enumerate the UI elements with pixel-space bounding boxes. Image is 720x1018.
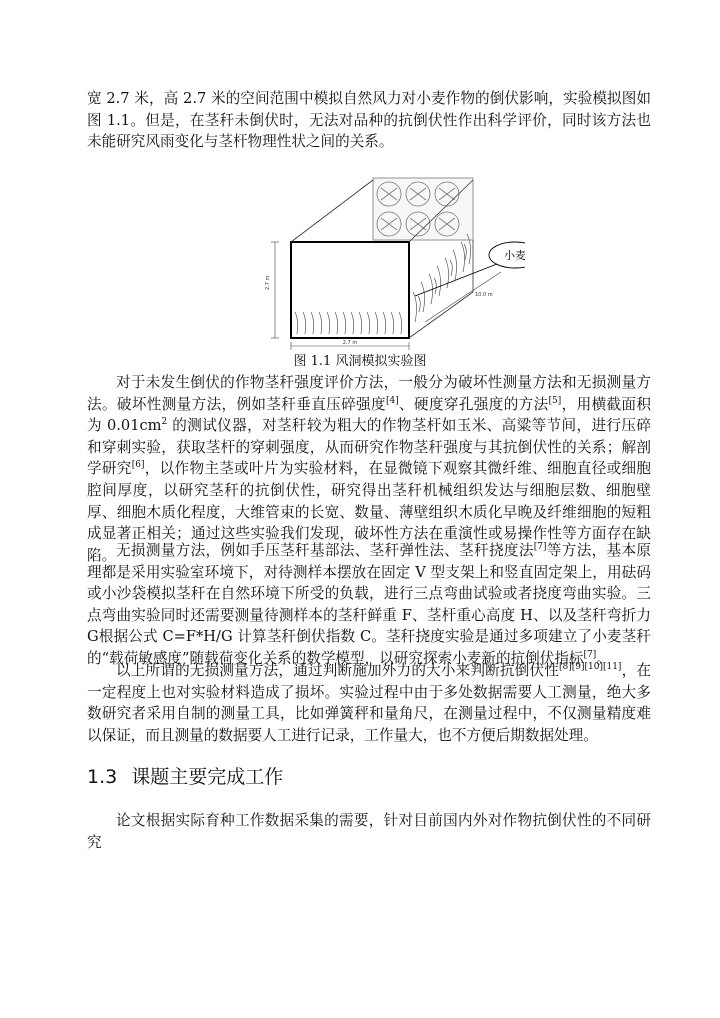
citation-5: [5] [548,395,562,406]
figure-caption: 图 1.1 风洞模拟实验图 [293,354,427,369]
wheat-plants [295,234,471,334]
wind-tunnel-diagram [265,172,525,352]
section-title: 课题主要完成工作 [131,766,284,788]
dim-width: 2.7 m [342,340,358,346]
citation-8-11: [8][9][10][11] [559,662,622,672]
wind-tunnel-figure [265,172,525,352]
paragraph-destructive-methods: 对于未发生倒伏的作物茎秆强度评价方法，一般分为破坏性测量方法和无损测量方法。破坏性测量方法，例如茎秆垂直压碎强度[4]、硬度穿孔强度的方法[5]，用横截面积为 $0.01cm^2$ 的测试仪器，对茎秆较为粗大的作物茎杆如玉米、高粱等节间，进行压碎和穿刺实验，获取茎杆的穿刺强度，从而研究作物茎秆强度与其抗倒伏性的关系；解剖学研究[6]，以作物主茎或叶片为实验材料，在显微镜下观察其微纤维、细胞直径或细胞腔间厚度，以研究茎秆的抗倒伏性，研究得出茎秆机械组织发达与细胞层数、细胞壁厚、细胞木质化程度，大维管束的长宽、数量、薄壁组织木质化早晚及纤维细胞的短粗成显著正相关；通过这些实验我们发现，破坏性方法在重演性或易操作性等方面存在缺陷。 [87,374,651,564]
citation-7a: [7] [533,542,547,552]
tunnel-front-frame [291,242,409,338]
superscript-square: 2 [161,417,168,428]
wheat-callout-label: 小麦 [504,249,525,262]
fan-array [373,178,473,240]
paragraph-nondestructive-methods: 无损测量方法，例如手压茎秆基部法、茎秆弹性法、茎秆挠度法[7]等方法，基本原理都是采用实验室环境下，对待测样本摆放在固定 V 型支架上和竖直固定架上，用砝码或小沙袋模拟茎秆在自然环境下所受的负载，进行三点弯曲试验或者挠度弯曲实验。三点弯曲实验同时还需要测量待测样本的茎秆鲜重 F、茎杆重心高度 H、以及茎秆弯折力 G根据公式 C=F*H/G 计算茎秆倒伏指数 C。茎秆挠度实验是通过多项建立了小麦茎秆的“载荷敏感度”随载荷变化关系的数学模型，以研究探索小麦新的抗倒伏指标[7]。 [87,542,651,667]
section-heading [87,762,283,789]
citation-6: [6] [131,460,145,471]
paragraph-intro-continued: 宽 2.7 米，高 2.7 米的空间范围中模拟自然风力对小麦作物的倒伏影响，实验模拟图如图 1.1。但是，在茎秆未倒伏时，无法对品种的抗倒伏性作出科学评价，同时该方法也未能研究风雨变化与茎杆物理性状之间的关系。 [87,90,651,151]
citation-7b: [7] [583,649,597,660]
section-number: 1.3 [87,766,118,788]
dim-length: 10.0 m [475,292,493,298]
paragraph-main-work: 论文根据实际育种工作数据采集的需要，针对目前国内外对作物抗倒伏性的不同研究 [87,812,651,851]
paragraph-limitations: 以上所谓的无损测量方法，通过判断施加外力的大小来判断抗倒伏性[8][9][10][11]，在一定程度上也对实验材料造成了损坏。实验过程中由于多处数据需要人工测量，绝大多数研究者采用自制的测量工具，比如弹簧秤和量角尺，在测量过程中，不仅测量精度难以保证，而且测量的数据要人工进行记录，工作量大，也不方便后期数据处理。 [87,662,651,744]
dim-height: 2.7 m [265,275,271,290]
citation-4: [4] [385,395,399,406]
